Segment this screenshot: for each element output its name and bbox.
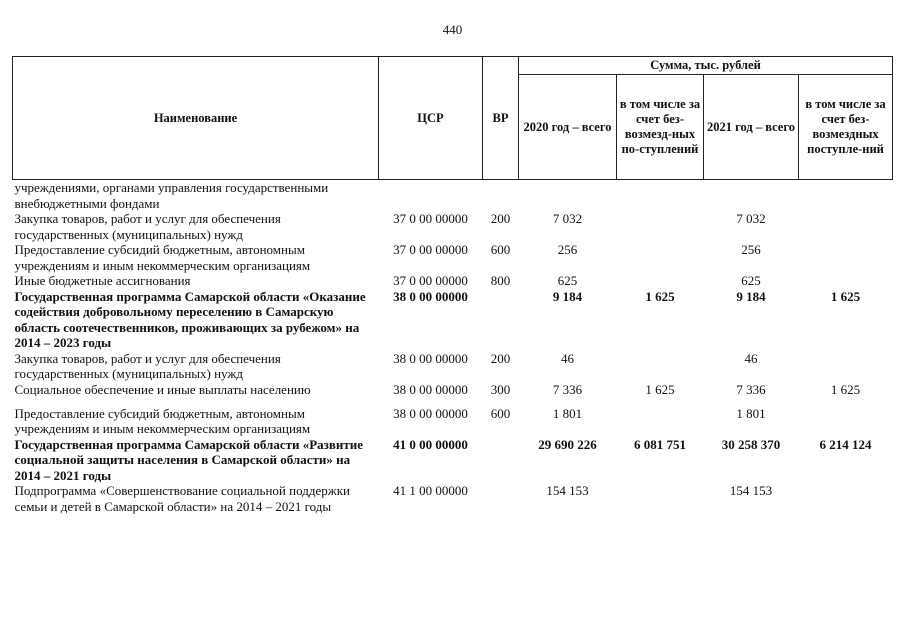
row-csr: 37 0 00 00000 [393,273,468,288]
row-2020-free [617,242,704,273]
table-body [13,180,893,515]
row-vr [483,483,519,514]
row-2020-free [617,406,704,437]
row-2021-free [799,242,893,273]
table-row [13,180,893,212]
header-2021-total: 2021 год – всего [704,75,799,180]
table-row [13,211,893,242]
row-2020-total: 29 690 226 [538,436,597,452]
row-name: Подпрограмма «Совершенствование социальной поддержки семьи и детей в Самарской области» на 2014 – 2021 годы [14,483,350,514]
row-vr: 300 [490,381,511,397]
row-2021-free [799,211,893,242]
row-csr [379,180,483,212]
row-2020-total: 46 [561,350,574,366]
table-row-program [13,437,893,484]
row-2021-free: 1 625 [830,381,861,397]
row-2020-free: 1 625 [645,381,675,397]
header-csr: ЦСР [379,57,483,180]
row-vr [483,289,519,351]
table-row [13,406,893,437]
row-name: Предоставление субсидий бюджетным, автономным учреждениям и иным некоммерческим организациям [14,242,311,273]
row-2021-total: 625 [741,273,761,288]
row-2020-free [617,211,704,242]
row-2021-total: 30 258 370 [721,436,781,452]
row-name: Иные бюджетные ассигнования [14,273,191,288]
row-vr: 200 [490,350,511,366]
header-2020-free: в том числе за счет без-возмезд-ных по-ступлений [617,75,704,180]
row-vr [483,437,519,484]
budget-table [12,56,893,514]
row-2020-total: 625 [557,273,578,288]
row-name: Закупка товаров, работ и услуг для обеспечения государственных (муниципальных) нужд [14,350,281,381]
row-2021-total: 7 032 [736,211,766,226]
row-name: Социальное обеспечение и иные выплаты населению [14,381,311,397]
row-csr: 38 0 00 00000 [393,405,468,421]
row-2021-total: 154 153 [729,483,773,498]
row-2020-total: 1 801 [552,405,583,421]
row-name: Предоставление субсидий бюджетным, автономным учреждениям и иным некоммерческим организациям [14,405,311,436]
header-2021-free: в том числе за счет без-возмездных поступле-ний [799,75,893,180]
header-2020-total: 2020 год – всего [519,75,617,180]
row-name: учреждениями, органами управления государственными внебюджетными фондами [14,180,329,211]
row-vr: 600 [490,405,511,421]
page-number: 440 [442,22,463,37]
row-2021-free [799,273,893,289]
row-2020-free [617,483,704,514]
row-2020-free [617,351,704,382]
row-vr: 800 [490,273,511,288]
table-header [13,57,893,180]
row-2020-total: 256 [557,242,578,257]
row-2020-total: 7 336 [552,381,583,397]
row-2021-free: 1 625 [830,288,861,304]
header-sum-group: Сумма, тыс. рублей [519,57,893,75]
table-row [13,242,893,273]
row-csr: 37 0 00 00000 [393,242,468,257]
row-name: Закупка товаров, работ и услуг для обеспечения государственных (муниципальных) нужд [14,211,281,242]
row-2020-free [617,273,704,289]
row-vr: 600 [490,242,511,257]
row-2021-total: 7 336 [736,381,766,397]
table-row [13,351,893,382]
row-2021-total: 256 [741,242,761,257]
table-row-program [13,289,893,351]
table-row [13,382,893,406]
row-vr [483,180,519,212]
row-2020-free: 6 081 751 [634,436,686,452]
row-2021-total: 46 [744,350,758,366]
row-2021-free [799,180,893,212]
row-name: Государственная программа Самарской области «Развитие социальной защиты населения в Самарской области» на 2014 – 2021 годы [14,436,364,483]
row-csr: 41 0 00 00000 [393,436,468,452]
row-2021-free [799,351,893,382]
row-2020-total [519,180,617,212]
row-2021-free [799,483,893,514]
table-row [13,483,893,514]
row-csr: 41 1 00 00000 [393,483,468,498]
row-2020-total: 9 184 [552,288,583,304]
header-name: Наименование [13,57,379,180]
row-csr: 37 0 00 00000 [393,211,468,226]
row-2020-total: 7 032 [552,211,583,226]
row-2021-total: 1 801 [736,405,766,421]
row-csr: 38 0 00 00000 [393,381,468,397]
row-2020-free: 1 625 [645,288,675,304]
row-2020-free [617,180,704,212]
row-2021-free: 6 214 124 [819,436,872,452]
row-csr: 38 0 00 00000 [393,288,468,304]
row-2021-total [704,180,799,212]
row-2020-total: 154 153 [546,483,589,498]
row-2021-free [799,406,893,437]
row-csr: 38 0 00 00000 [393,350,468,366]
row-2021-total: 9 184 [736,288,766,304]
table-row [13,273,893,289]
header-vr: ВР [483,57,519,180]
row-name: Государственная программа Самарской области «Оказание содействия добровольному переселению в Самарскую область соотечественников, проживающих за рубежом» на 2014 – 2023 годы [14,288,366,350]
row-vr: 200 [490,211,511,226]
